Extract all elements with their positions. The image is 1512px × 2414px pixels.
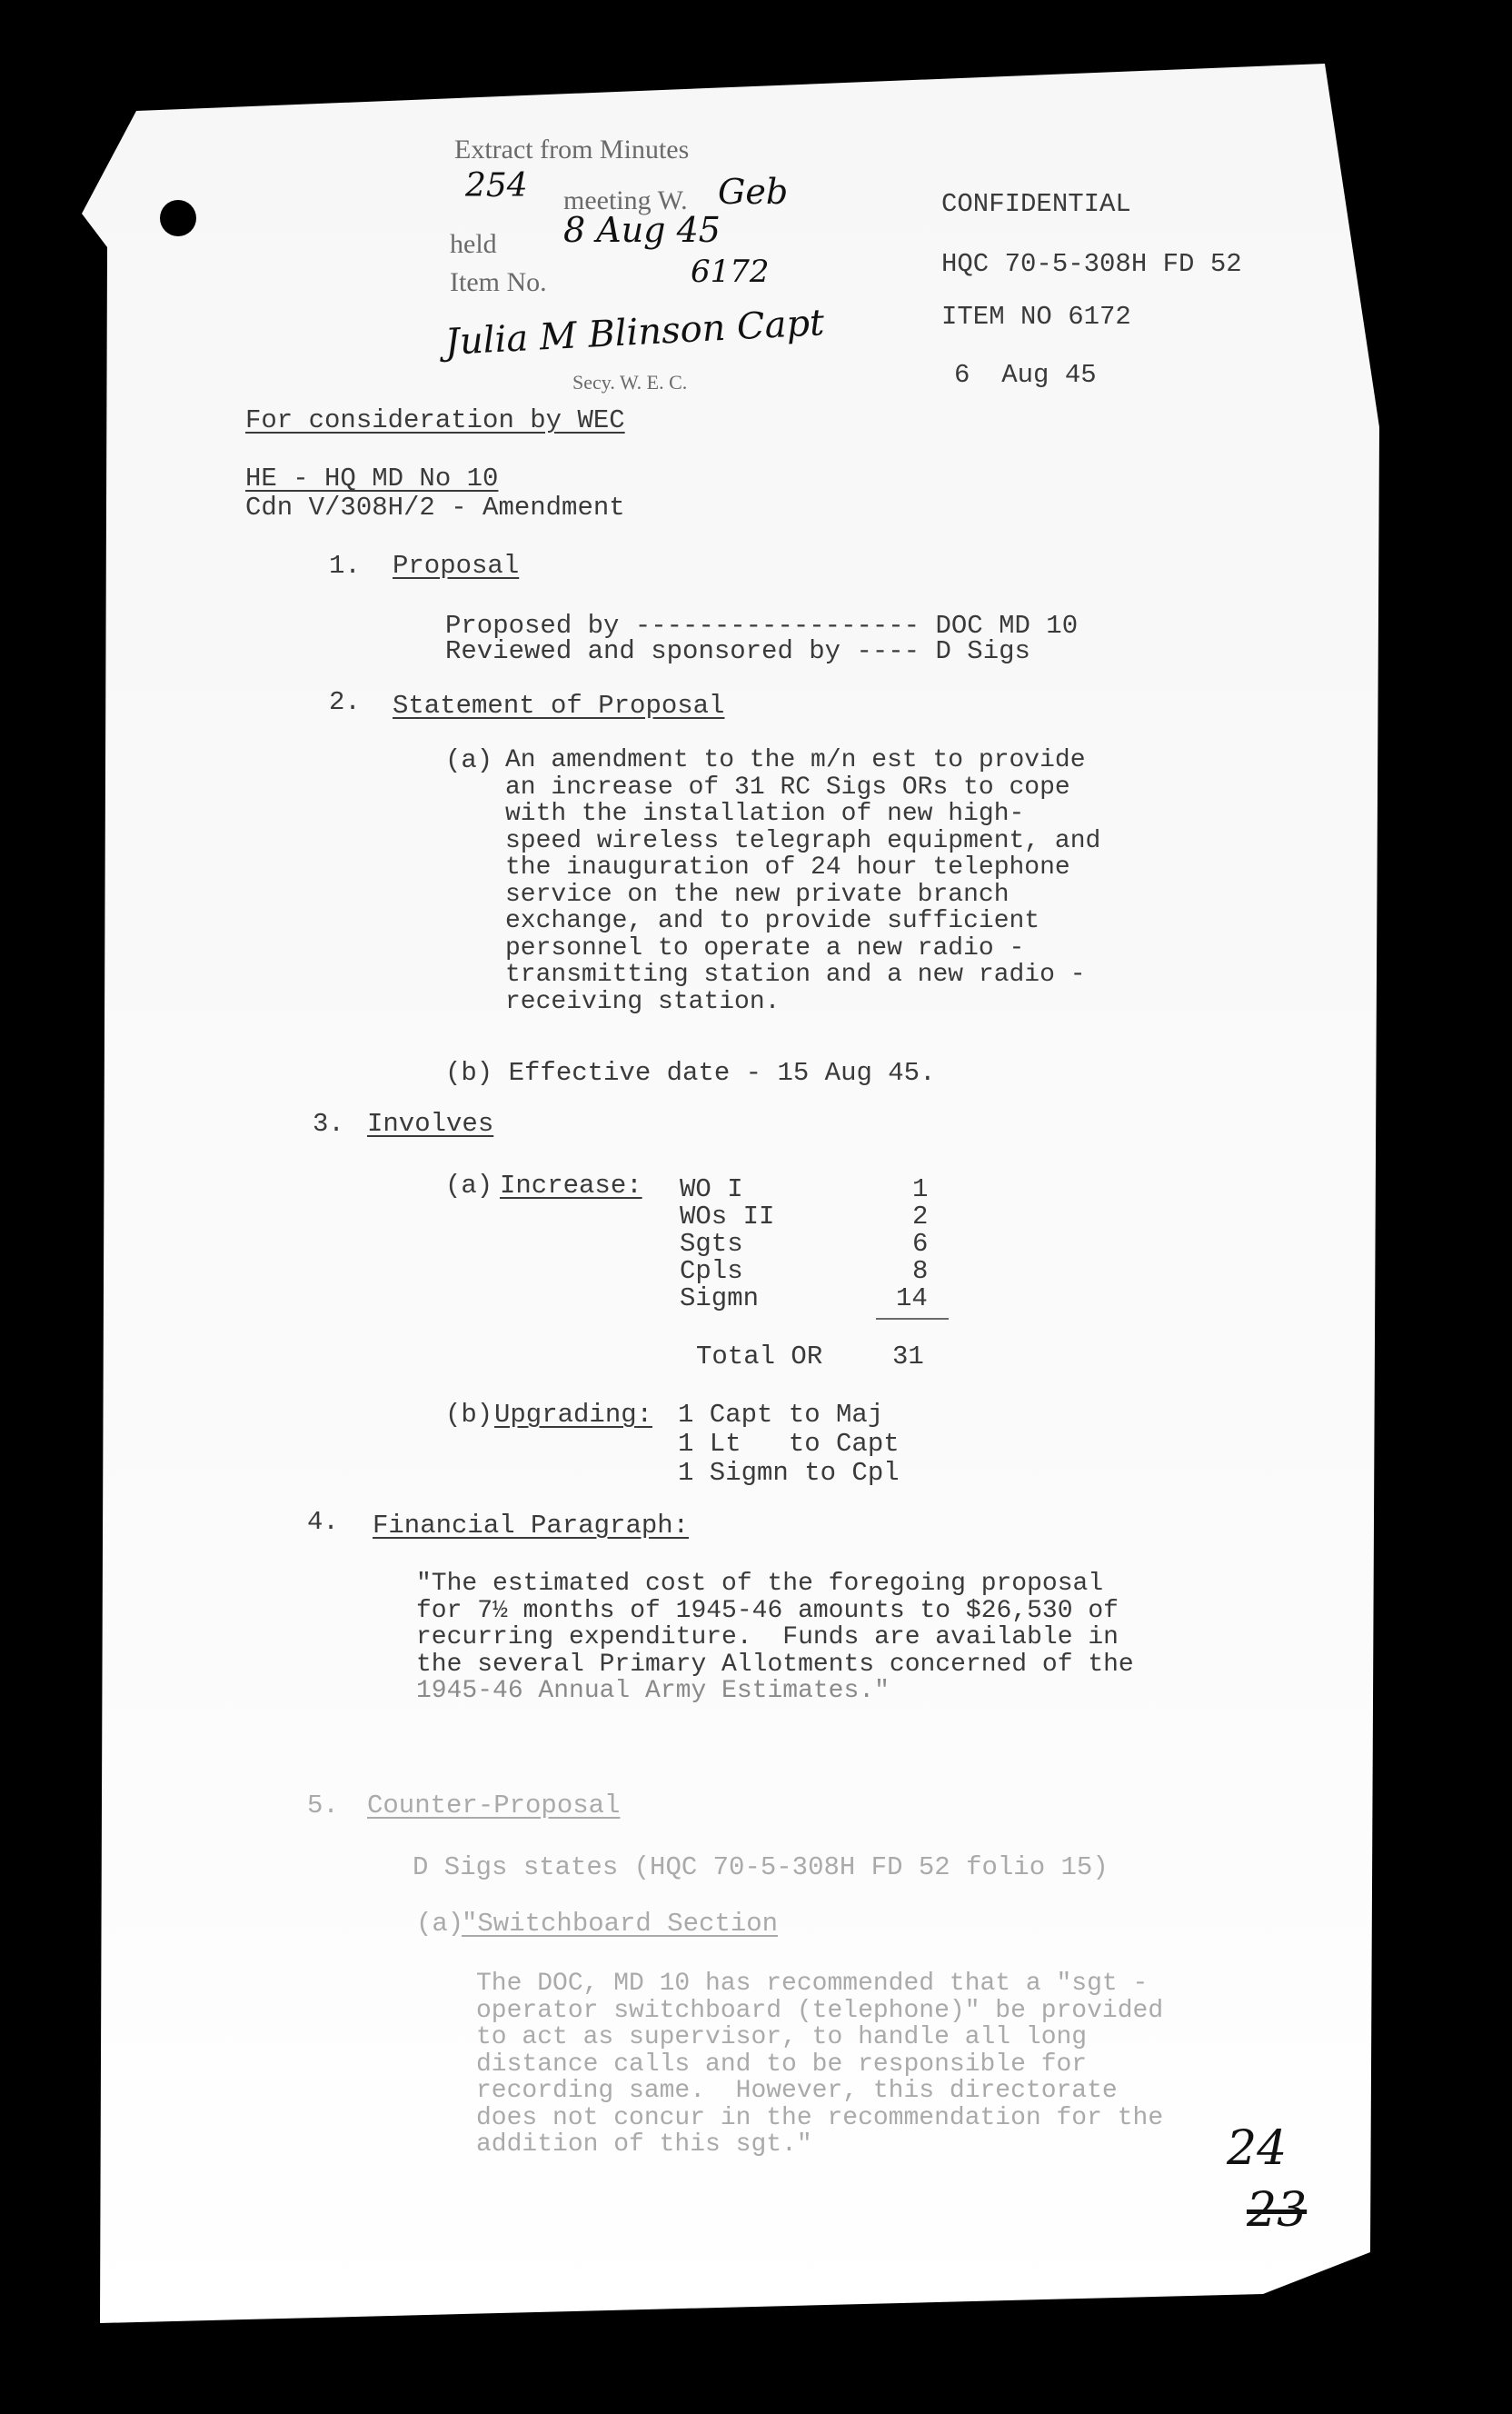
stamp-item-label: Item No. (450, 267, 547, 297)
sum-rule (876, 1318, 949, 1320)
statement-line: personnel to operate a new radio - (505, 933, 1025, 963)
file-reference: HQC 70-5-308H FD 52 (941, 249, 1242, 279)
total-label: Total OR (696, 1342, 823, 1372)
section-5-number: 5. (307, 1791, 339, 1820)
stamp-held-label: held (450, 229, 497, 259)
punch-hole (160, 200, 196, 236)
switchboard-line: The DOC, MD 10 has recommended that a "sgt - (476, 1970, 1149, 1998)
statement-line: exchange, and to provide sufficient (505, 907, 1040, 935)
stamp-item-number: 6172 (691, 254, 770, 290)
section-1-title: Proposal (393, 551, 520, 581)
upgrading-item: 1 Lt to Capt (678, 1429, 900, 1459)
section-2-title: Statement of Proposal (393, 691, 725, 721)
statement-line: an increase of 31 RC Sigs ORs to cope (505, 773, 1070, 802)
folio-number: 24 (1227, 2121, 1288, 2176)
signature: Julia M Blinson Capt (443, 302, 826, 364)
statement-line: receiving station. (505, 987, 781, 1016)
stamp-meeting-hand: Geb (718, 172, 789, 212)
statement-line: the inauguration of 24 hour telephone (505, 853, 1070, 882)
item-number: ITEM NO 6172 (941, 302, 1131, 332)
financial-paragraph (416, 1571, 1134, 1705)
proposed-by-line: Proposed by ------------------ DOC MD 10 (445, 611, 1079, 641)
switchboard-line: distance calls and to be responsible for (476, 2050, 1088, 2079)
statement-line: An amendment to the m/n est to provide (505, 746, 1086, 774)
stamp-secy-label: Secy. W. E. C. (572, 371, 688, 394)
upgrading-title: Upgrading: (494, 1400, 653, 1430)
switchboard-line: to act as supervisor, to handle all long (476, 2023, 1088, 2051)
increase-count: 6 (912, 1229, 929, 1259)
section-5-title: Counter-Proposal (367, 1791, 621, 1820)
financial-line: for 7½ months of 1945-46 amounts to $26,530 of (416, 1596, 1119, 1625)
counter-proposal-source: D Sigs states (HQC 70-5-308H FD 52 folio 15) (413, 1852, 1109, 1882)
financial-line: recurring expenditure. Funds are available in (416, 1623, 1119, 1651)
document-date: 6 Aug 45 (954, 360, 1097, 390)
reviewed-by-line: Reviewed and sponsored by ---- D Sigs (445, 636, 1030, 666)
section-3-title: Involves (367, 1109, 494, 1139)
increase-count: 14 (896, 1283, 928, 1313)
increase-rank: Cpls (680, 1256, 743, 1286)
financial-line: "The estimated cost of the foregoing proposal (416, 1570, 1104, 1598)
increase-rank: WO I (680, 1174, 743, 1204)
switchboard-line: recording same. However, this directorate (476, 2077, 1118, 2105)
switchboard-line: does not concur in the recommendation for the (476, 2103, 1164, 2132)
increase-rank: Sigmn (680, 1283, 760, 1313)
increase-count: 1 (912, 1174, 929, 1204)
financial-line: the several Primary Allotments concerned of the (416, 1650, 1134, 1679)
stamp-held-date: 8 Aug 45 (563, 210, 721, 250)
increase-rank: Sgts (680, 1229, 743, 1259)
increase-title: Increase: (500, 1171, 642, 1201)
section-3a-label: (a) (445, 1171, 493, 1201)
statement-line: transmitting station and a new radio - (505, 961, 1086, 989)
classification: CONFIDENTIAL (941, 189, 1131, 219)
switchboard-title: "Switchboard Section (462, 1909, 779, 1939)
reference-heading: Cdn V/308H/2 - Amendment (245, 493, 625, 523)
statement-paragraph (505, 747, 1100, 1015)
section-5a-label: (a) (416, 1909, 464, 1939)
statement-line: with the installation of new high- (505, 800, 1025, 828)
financial-line: 1945-46 Annual Army Estimates." (416, 1677, 890, 1705)
section-2-number: 2. (329, 687, 361, 717)
increase-rank: WOs II (680, 1202, 775, 1232)
switchboard-paragraph (476, 1970, 1163, 2159)
section-4-number: 4. (307, 1507, 339, 1537)
section-1-number: 1. (329, 551, 361, 581)
unit-heading: HE - HQ MD No 10 (245, 464, 499, 494)
switchboard-line: addition of this sgt." (476, 2130, 812, 2159)
total-value: 31 (892, 1342, 924, 1372)
statement-line: speed wireless telegraph equipment, and (505, 826, 1101, 855)
section-3-number: 3. (313, 1109, 344, 1139)
section-3b-label: (b) (445, 1400, 493, 1430)
section-4-title: Financial Paragraph: (373, 1511, 690, 1541)
stamp-meeting-label: meeting W. (563, 185, 688, 215)
stamp-extract-label: Extract from Minutes (454, 135, 690, 165)
consideration-heading: For consideration by WEC (245, 405, 625, 435)
section-2a-label: (a) (445, 745, 493, 775)
upgrading-item: 1 Sigmn to Cpl (678, 1458, 900, 1488)
effective-date-line: (b) Effective date - 15 Aug 45. (445, 1058, 936, 1088)
upgrading-item: 1 Capt to Maj (678, 1400, 884, 1430)
stamp-meeting-number: 254 (465, 167, 528, 204)
increase-count: 8 (912, 1256, 929, 1286)
increase-count: 2 (912, 1202, 929, 1232)
statement-line: service on the new private branch (505, 880, 1010, 909)
switchboard-line: operator switchboard (telephone)" be provided (476, 1996, 1164, 2025)
folio-number-struck: 23 (1247, 2183, 1308, 2238)
